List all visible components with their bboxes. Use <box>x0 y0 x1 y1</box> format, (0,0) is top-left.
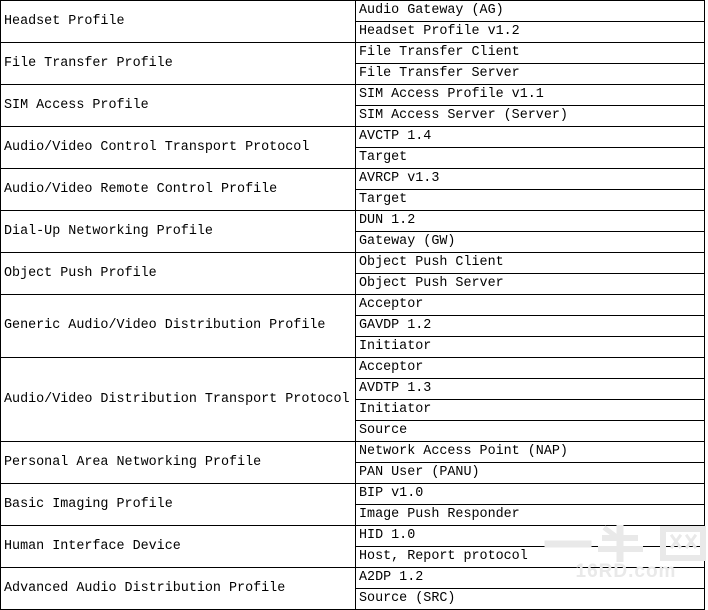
role-cell: Acceptor <box>356 358 705 379</box>
profile-cell: Audio/Video Remote Control Profile <box>1 169 356 211</box>
table-row <box>1 43 705 64</box>
role-cell: A2DP 1.2 <box>356 568 705 589</box>
table-row <box>1 484 705 505</box>
table-row <box>1 253 705 274</box>
role-cell: Host, Report protocol <box>356 547 705 568</box>
profile-cell: Advanced Audio Distribution Profile <box>1 568 356 610</box>
role-cell: Initiator <box>356 400 705 421</box>
role-cell: HID 1.0 <box>356 526 705 547</box>
table-row <box>1 169 705 190</box>
role-cell: BIP v1.0 <box>356 484 705 505</box>
role-cell: AVRCP v1.3 <box>356 169 705 190</box>
table-row <box>1 568 705 589</box>
watermark-url: 16RD.com <box>575 561 677 582</box>
role-cell: Gateway (GW) <box>356 232 705 253</box>
profile-cell: Audio/Video Distribution Transport Protocol <box>1 358 356 442</box>
profile-cell: Headset Profile <box>1 1 356 43</box>
profile-cell: Personal Area Networking Profile <box>1 442 356 484</box>
table-row <box>1 442 705 463</box>
role-cell: Network Access Point (NAP) <box>356 442 705 463</box>
role-cell: AVDTP 1.3 <box>356 379 705 400</box>
role-cell: AVCTP 1.4 <box>356 127 705 148</box>
profile-cell: Audio/Video Control Transport Protocol <box>1 127 356 169</box>
role-cell: Target <box>356 148 705 169</box>
role-cell: Target <box>356 190 705 211</box>
role-cell: PAN User (PANU) <box>356 463 705 484</box>
profile-cell: File Transfer Profile <box>1 43 356 85</box>
role-cell: Image Push Responder <box>356 505 705 526</box>
profile-cell: Generic Audio/Video Distribution Profile <box>1 295 356 358</box>
table-row <box>1 526 705 547</box>
role-cell: SIM Access Profile v1.1 <box>356 85 705 106</box>
profile-cell: Dial-Up Networking Profile <box>1 211 356 253</box>
role-cell: Source (SRC) <box>356 589 705 610</box>
role-cell: Initiator <box>356 337 705 358</box>
table-row <box>1 211 705 232</box>
table-row <box>1 295 705 316</box>
role-cell: File Transfer Server <box>356 64 705 85</box>
table-row <box>1 127 705 148</box>
role-cell: File Transfer Client <box>356 43 705 64</box>
role-cell: GAVDP 1.2 <box>356 316 705 337</box>
table-row <box>1 1 705 22</box>
role-cell: Object Push Client <box>356 253 705 274</box>
profile-cell: Basic Imaging Profile <box>1 484 356 526</box>
role-cell: Object Push Server <box>356 274 705 295</box>
table-row <box>1 358 705 379</box>
role-cell: Headset Profile v1.2 <box>356 22 705 43</box>
role-cell: SIM Access Server (Server) <box>356 106 705 127</box>
profile-cell: Human Interface Device <box>1 526 356 568</box>
role-cell: Audio Gateway (AG) <box>356 1 705 22</box>
profile-cell: SIM Access Profile <box>1 85 356 127</box>
role-cell: Acceptor <box>356 295 705 316</box>
profile-cell: Object Push Profile <box>1 253 356 295</box>
table-row <box>1 85 705 106</box>
role-cell: DUN 1.2 <box>356 211 705 232</box>
role-cell: Source <box>356 421 705 442</box>
